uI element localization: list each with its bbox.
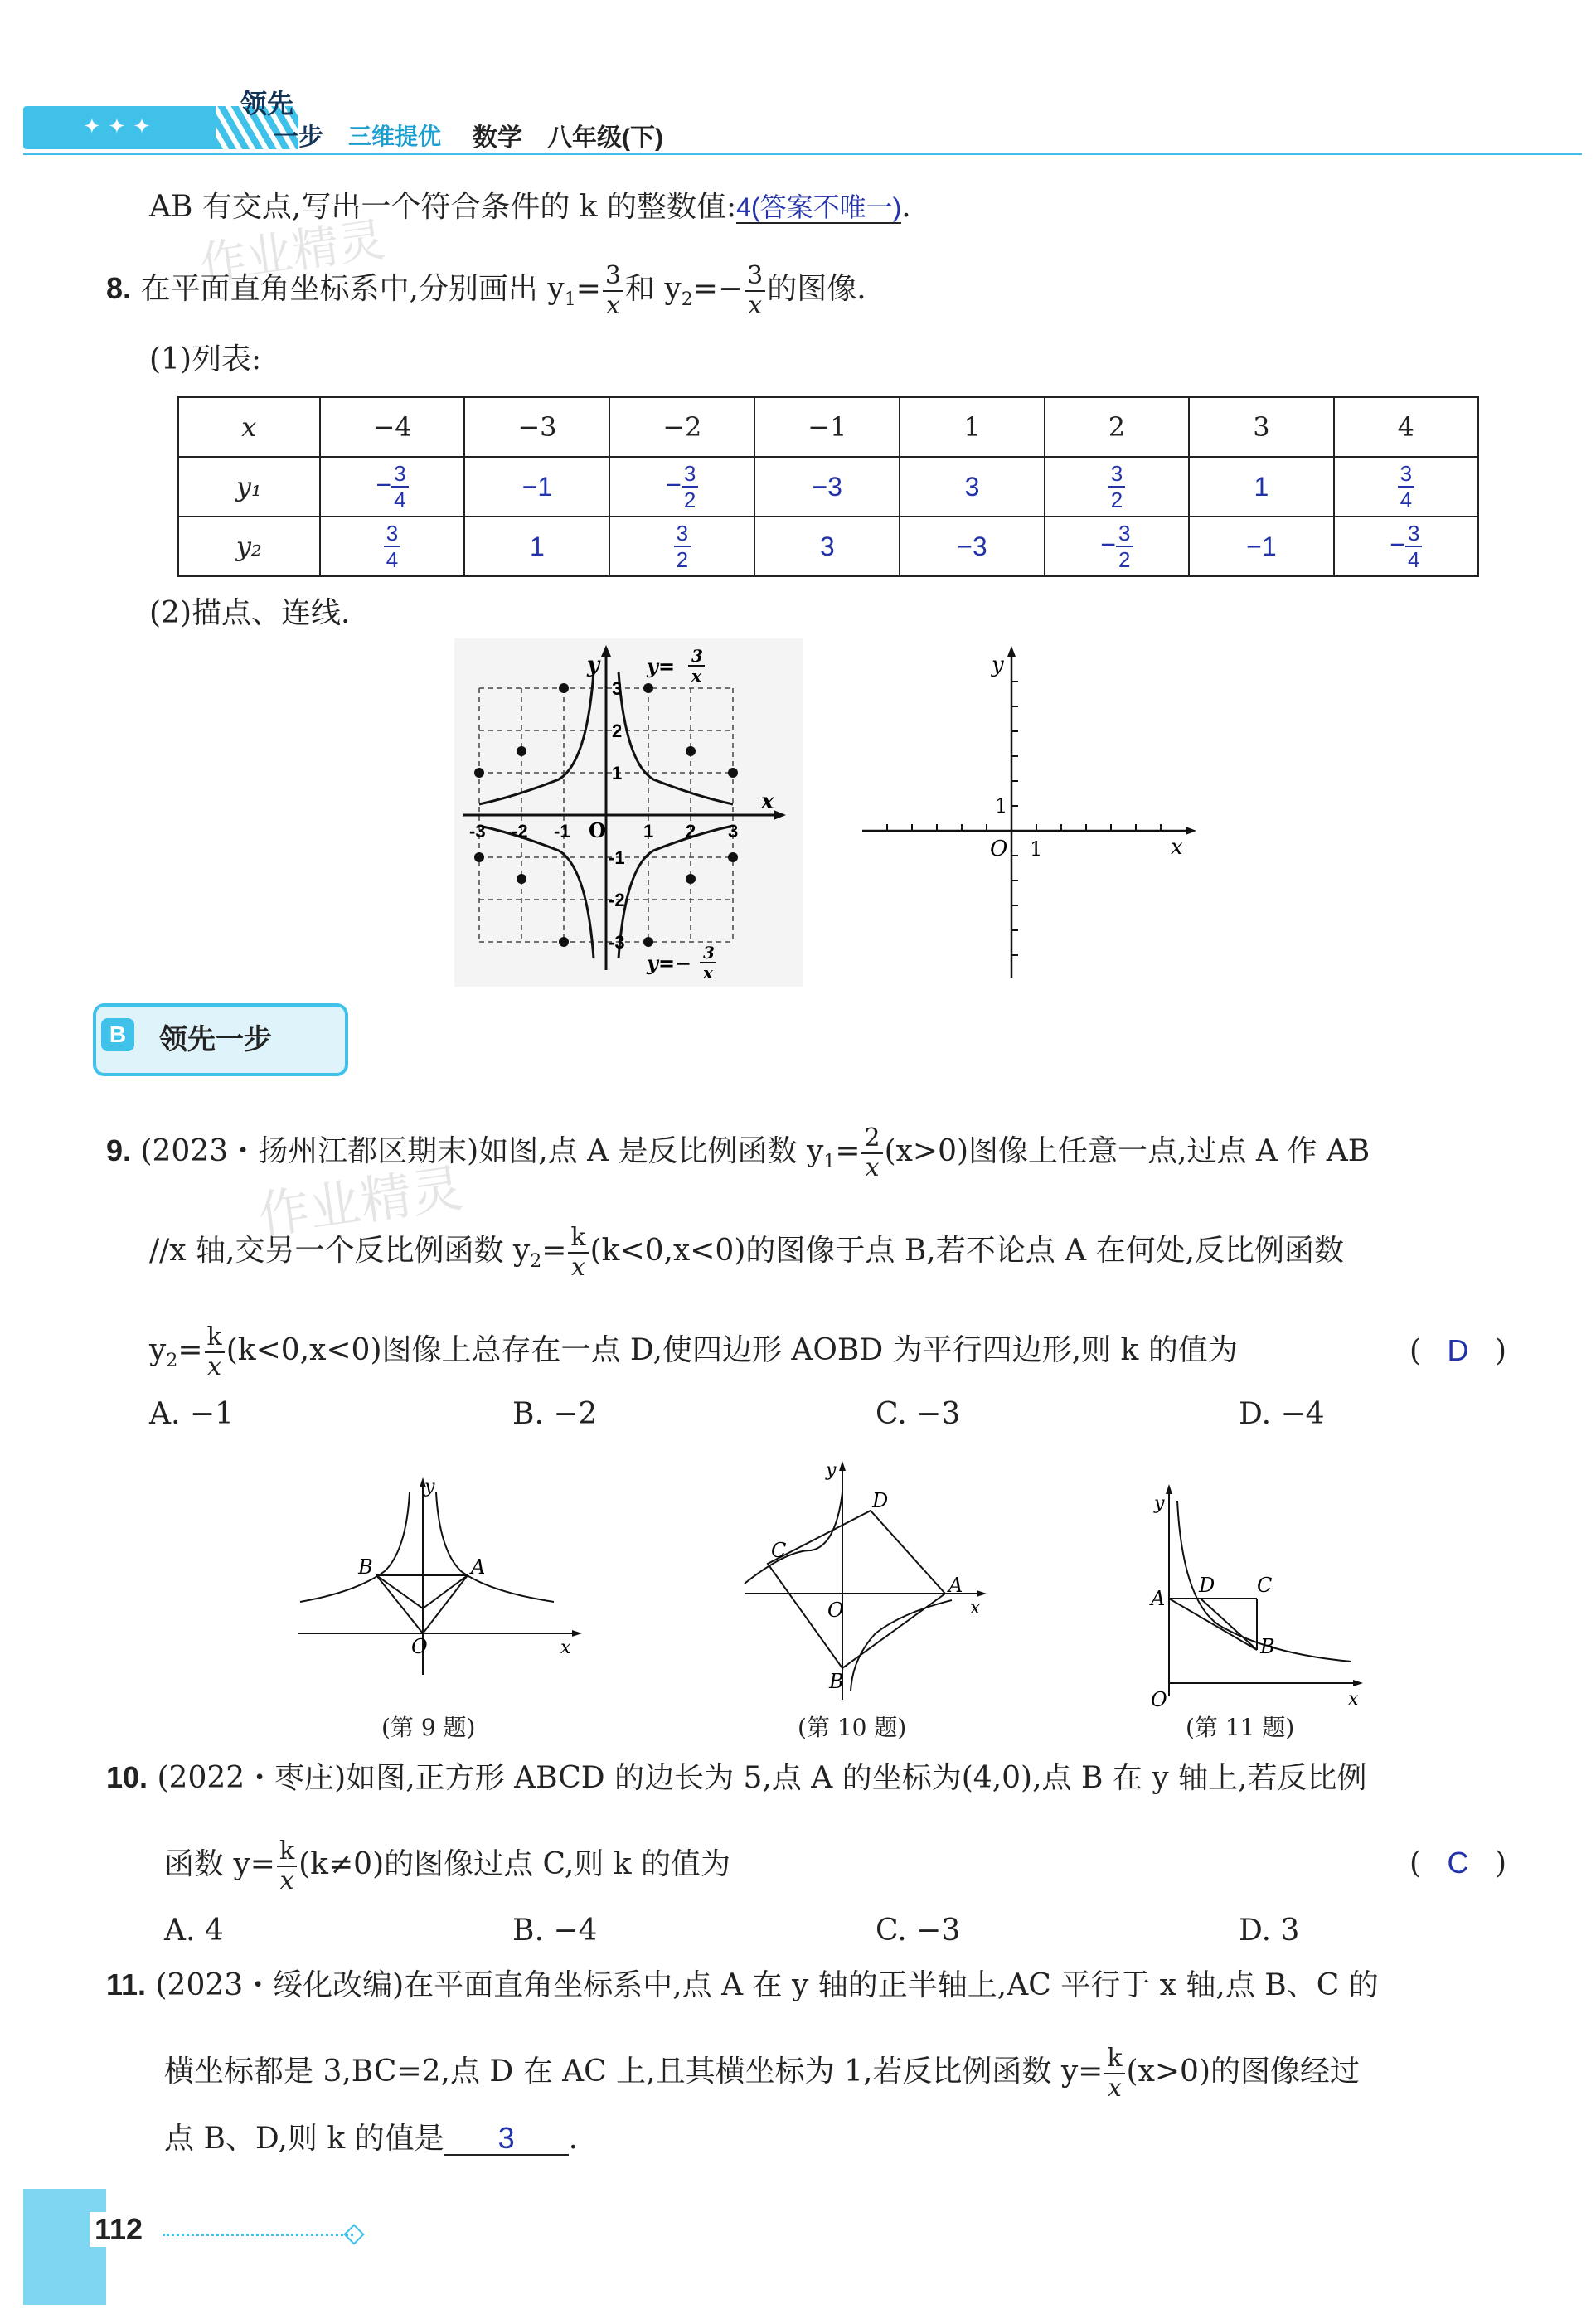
curve-label-num: 3	[703, 943, 715, 963]
numerator: 3	[1108, 463, 1125, 488]
q9-answer-box	[1409, 1333, 1506, 1368]
page-number: 112	[90, 2212, 148, 2247]
f9-o: O	[411, 1635, 428, 1658]
f11-b: B	[1260, 1635, 1275, 1658]
tick-marks	[887, 682, 1161, 955]
caption-11: (第 11 题)	[1186, 1714, 1295, 1741]
f10-x: x	[970, 1598, 981, 1618]
g2-origin: O	[990, 837, 1008, 861]
graph-bg	[454, 638, 803, 987]
q8-number: 8.	[106, 271, 132, 305]
curve-label-num: 3	[691, 646, 703, 666]
q9-eq: =	[835, 1134, 861, 1168]
q11-answer-blank	[444, 2123, 569, 2156]
fraction	[682, 463, 698, 511]
g2-y-label: y	[992, 653, 1004, 677]
table-cell: y₂	[178, 517, 320, 576]
q11-line1: (2023・绥化改编)在平面直角坐标系中,点 A 在 y 轴的正半轴上,AC 平行于 x 轴,点 B、C 的	[155, 1968, 1379, 2002]
table-row	[178, 517, 1478, 576]
g1-origin: O	[589, 818, 606, 842]
table-cell: 1	[1189, 457, 1334, 517]
y-arrow-icon	[1007, 646, 1016, 657]
f9-y: y	[424, 1477, 435, 1497]
table-cell	[1045, 457, 1189, 517]
section-title: 领先一步	[159, 1024, 272, 1055]
q9-eq: =	[177, 1333, 203, 1367]
tick-label: -3	[469, 821, 486, 842]
f10-a: A	[948, 1574, 963, 1597]
q9-option-b: B. −2	[512, 1397, 598, 1431]
q10-line1	[106, 1759, 1367, 1797]
q8-mid: 和 y	[624, 272, 682, 306]
table-cell: 3	[900, 457, 1045, 517]
sign: −	[666, 469, 682, 500]
numerator: 3	[1116, 522, 1133, 547]
table-cell	[609, 517, 754, 576]
q9-option-d: D. −4	[1239, 1397, 1325, 1431]
q9-frac2	[568, 1225, 588, 1280]
numerator: 3	[384, 522, 400, 547]
footer-band	[23, 2189, 106, 2305]
y-arrow-icon	[1166, 1484, 1172, 1494]
numerator: 3	[674, 522, 691, 547]
q9-line2	[149, 1225, 1344, 1280]
numerator: 2	[861, 1126, 882, 1154]
curve-label: y=−	[647, 951, 692, 975]
denominator: x	[207, 1352, 222, 1381]
figure-9	[290, 1476, 589, 1708]
figure-11	[1136, 1476, 1385, 1725]
x-arrow-icon	[977, 1590, 987, 1597]
blank-axes-graph	[862, 638, 1202, 987]
caption-9: (第 9 题)	[381, 1714, 476, 1741]
watermark-1: 作业精灵	[196, 212, 389, 293]
q9-sub: 2	[530, 1251, 542, 1273]
denominator: 4	[386, 547, 399, 572]
g1-y-label: y	[587, 653, 600, 677]
table-cell	[1334, 517, 1478, 576]
table-row	[178, 397, 1478, 457]
q9-line1a: (2023・扬州江都区期末)如图,点 A 是反比例函数 y	[140, 1134, 824, 1168]
f11-y: y	[1154, 1493, 1165, 1514]
section-badge: B	[101, 1018, 134, 1051]
sign: −	[1100, 529, 1117, 560]
f10-o: O	[827, 1599, 844, 1622]
g2-one-y: 1	[995, 794, 1008, 818]
numerator: k	[277, 1839, 297, 1867]
denominator: x	[1107, 2074, 1122, 2103]
f11-a: A	[1151, 1587, 1166, 1610]
table-cell	[609, 457, 754, 517]
f11-o: O	[1151, 1688, 1167, 1711]
table-cell: x	[178, 397, 320, 457]
q9-line3	[149, 1322, 1238, 1381]
table-cell: −1	[464, 457, 609, 517]
table-cell: 1	[464, 517, 609, 576]
q11-line2	[164, 2046, 1360, 2101]
table-cell: −3	[464, 397, 609, 457]
q10-line2b: (k≠0)的图像过点 C,则 k 的值为	[298, 1847, 730, 1881]
q8-part1: (1)列表:	[149, 342, 262, 376]
q9-option-a: A. −1	[149, 1397, 234, 1431]
value-table	[177, 396, 1479, 577]
q10-option-d: D. 3	[1239, 1914, 1300, 1948]
table-cell: 3	[754, 517, 900, 576]
table-cell: −4	[320, 397, 465, 457]
numerator: 3	[682, 463, 698, 488]
denominator: x	[571, 1253, 585, 1282]
f10-y: y	[826, 1460, 837, 1481]
curve-label-den: x	[703, 963, 713, 982]
sign: −	[376, 469, 392, 500]
fraction	[1398, 463, 1414, 511]
tick-label: -3	[609, 932, 625, 953]
g2-one-x: 1	[1030, 837, 1043, 861]
q9-frac1	[861, 1123, 882, 1182]
q9-option-c: C. −3	[876, 1397, 961, 1431]
x-arrow-icon	[1186, 827, 1196, 835]
table-cell: 4	[1334, 397, 1478, 457]
curve-lower	[851, 1600, 952, 1691]
denominator: x	[279, 1866, 294, 1895]
denominator: 4	[1407, 547, 1420, 572]
tick-label: 3	[728, 821, 739, 842]
q8-part2: (2)描点、连线.	[149, 596, 351, 630]
tick-label: -1	[609, 847, 625, 868]
q9-eq: =	[541, 1234, 567, 1268]
tick-label: -2	[512, 821, 528, 842]
y-arrow-icon	[839, 1461, 846, 1471]
tick-label: -1	[554, 821, 570, 842]
q10-line2	[164, 1836, 730, 1895]
q8-sub2: 2	[681, 289, 693, 311]
q8-frac1-num: 3	[603, 264, 623, 292]
numerator: k	[1104, 2046, 1124, 2074]
q9-sub: 1	[823, 1152, 836, 1173]
table-cell: −3	[754, 457, 900, 517]
q7-end: .	[901, 190, 911, 224]
q8-frac2	[745, 261, 765, 320]
q10-number: 10.	[106, 1760, 148, 1794]
q9-line2a: //x 轴,交另一个反比例函数 y	[149, 1234, 531, 1268]
q8-frac2-num: 3	[745, 264, 765, 292]
q9-line3b: (k<0,x<0)图像上总存在一点 D,使四边形 AOBD 为平行四边形,则 k 的值为	[226, 1333, 1238, 1367]
q10-answer-box	[1409, 1846, 1506, 1880]
q9-line2b: (k<0,x<0)的图像于点 B,若不论点 A 在何处,反比例函数	[589, 1234, 1345, 1268]
f9-b: B	[358, 1555, 373, 1579]
denominator: 2	[683, 488, 696, 512]
paren-left: (	[1409, 1334, 1422, 1368]
caption-10: (第 10 题)	[798, 1714, 907, 1741]
series-name: 三维提优	[348, 124, 442, 149]
f11-d: D	[1199, 1574, 1215, 1597]
grade-name: 八年级(下)	[547, 124, 663, 152]
denominator: 2	[1110, 488, 1123, 512]
numerator: 3	[1405, 522, 1422, 547]
q11-line1	[106, 1967, 1379, 2004]
q11-line3a: 点 B、D,则 k 的值是	[164, 2122, 444, 2156]
brand-bottom: 一步	[274, 124, 323, 151]
q10-option-c: C. −3	[876, 1914, 961, 1948]
q9-answer: D	[1447, 1333, 1469, 1367]
fraction	[1108, 463, 1125, 511]
q8-pre: 在平面直角坐标系中,分别画出 y	[140, 272, 565, 306]
table-cell	[1334, 457, 1478, 517]
q8-frac1	[603, 261, 623, 320]
q8-sub1: 1	[564, 289, 576, 311]
q10-option-a: A. 4	[164, 1914, 224, 1948]
table-cell: −2	[609, 397, 754, 457]
q9-sub: 2	[166, 1351, 178, 1372]
x-arrow-icon	[1353, 1680, 1363, 1686]
numerator: k	[568, 1225, 588, 1254]
curve-label: y=	[647, 654, 676, 678]
tick-label: -2	[609, 890, 625, 910]
table-cell: 2	[1045, 397, 1189, 457]
q8-frac2-den: x	[748, 291, 763, 320]
denominator: 4	[1400, 488, 1413, 512]
q9-number: 9.	[106, 1133, 132, 1167]
fraction	[391, 463, 408, 511]
q9-line3a: y	[149, 1333, 167, 1367]
numerator: 3	[391, 463, 408, 488]
table-cell	[320, 517, 465, 576]
x-arrow-icon	[572, 1630, 582, 1637]
f11-c: C	[1257, 1574, 1273, 1597]
q8-post: 的图像.	[767, 272, 866, 306]
q10-line2a: 函数 y=	[164, 1847, 275, 1881]
denominator: 4	[394, 488, 406, 512]
sign: −	[1390, 529, 1405, 560]
q10-option-b: B. −4	[512, 1914, 598, 1948]
g1-x-label: x	[761, 789, 774, 814]
table-row	[178, 457, 1478, 517]
f10-c: C	[771, 1539, 787, 1562]
curve-label-den: x	[691, 666, 701, 686]
table-cell	[320, 457, 465, 517]
tick-label: 3	[612, 678, 623, 699]
fraction	[1405, 522, 1422, 570]
q7-text: AB 有交点,写出一个符合条件的 k 的整数值:	[149, 190, 737, 224]
q9-frac3	[205, 1322, 225, 1381]
tick-label: 1	[643, 821, 654, 842]
fraction	[384, 522, 400, 570]
numerator: k	[205, 1325, 225, 1353]
table-cell: 1	[900, 397, 1045, 457]
q8-eq1: =	[575, 272, 601, 306]
q7-answer: 4(答案不唯一)	[736, 192, 902, 222]
denominator: 2	[676, 547, 689, 572]
q11-frac	[1104, 2046, 1124, 2101]
fraction	[674, 522, 691, 570]
tick-label: 2	[686, 821, 696, 842]
tick-label: 2	[612, 720, 623, 741]
q11-line2a: 横坐标都是 3,BC=2,点 D 在 AC 上,且其横坐标为 1,若反比例函数 y=	[164, 2055, 1104, 2089]
figure-10	[736, 1459, 1002, 1708]
q8-line	[106, 261, 866, 320]
table-cell: −1	[1189, 517, 1334, 576]
f10-b: B	[829, 1670, 844, 1693]
f9-x: x	[560, 1637, 571, 1658]
q11-line3	[164, 2121, 578, 2157]
f11-x: x	[1348, 1689, 1359, 1710]
brand-top: 领先	[240, 89, 294, 119]
q11-answer: 3	[497, 2121, 515, 2155]
denominator: x	[865, 1153, 880, 1182]
table-cell: y₁	[178, 457, 320, 517]
f10-d: D	[872, 1489, 889, 1512]
table-cell: −1	[754, 397, 900, 457]
fraction	[1116, 522, 1133, 570]
star-icon: ✦ ✦ ✦	[83, 114, 151, 139]
header-rule	[23, 153, 1582, 155]
diamond-icon	[343, 2224, 364, 2244]
watermark-2: 作业精灵	[254, 1157, 467, 1246]
q11-end: .	[568, 2122, 579, 2156]
q8-frac1-den: x	[605, 291, 620, 320]
curve-upper	[745, 1492, 842, 1584]
paren-right: )	[1494, 1846, 1506, 1880]
curve-left	[300, 1492, 410, 1602]
numerator: 3	[1398, 463, 1414, 488]
hyperbola-graph	[454, 638, 803, 987]
q11-line2b: (x>0)的图像经过	[1126, 2055, 1360, 2089]
f9-a: A	[471, 1555, 486, 1579]
q7-answer-blank	[736, 192, 901, 224]
table-cell: 3	[1189, 397, 1334, 457]
q10-frac	[277, 1836, 297, 1895]
q10-line1: (2022・枣庄)如图,正方形 ABCD 的边长为 5,点 A 的坐标为(4,0),点 B 在 y 轴上,若反比例	[157, 1761, 1367, 1795]
subject-name: 数学	[473, 124, 522, 152]
footer-dots	[163, 2234, 353, 2236]
paren-left: (	[1409, 1846, 1422, 1880]
tick-label: 1	[612, 763, 623, 784]
q8-eq2: =−	[692, 272, 744, 306]
g2-x-label: x	[1171, 835, 1183, 860]
denominator: 2	[1118, 547, 1131, 572]
square-abcd	[768, 1511, 945, 1668]
q11-number: 11.	[106, 1967, 147, 2001]
q10-answer: C	[1447, 1846, 1469, 1880]
q9-line1b: (x>0)图像上任意一点,过点 A 作 AB	[884, 1134, 1370, 1168]
table-cell: −3	[900, 517, 1045, 576]
table-cell	[1045, 517, 1189, 576]
paren-right: )	[1494, 1334, 1506, 1368]
